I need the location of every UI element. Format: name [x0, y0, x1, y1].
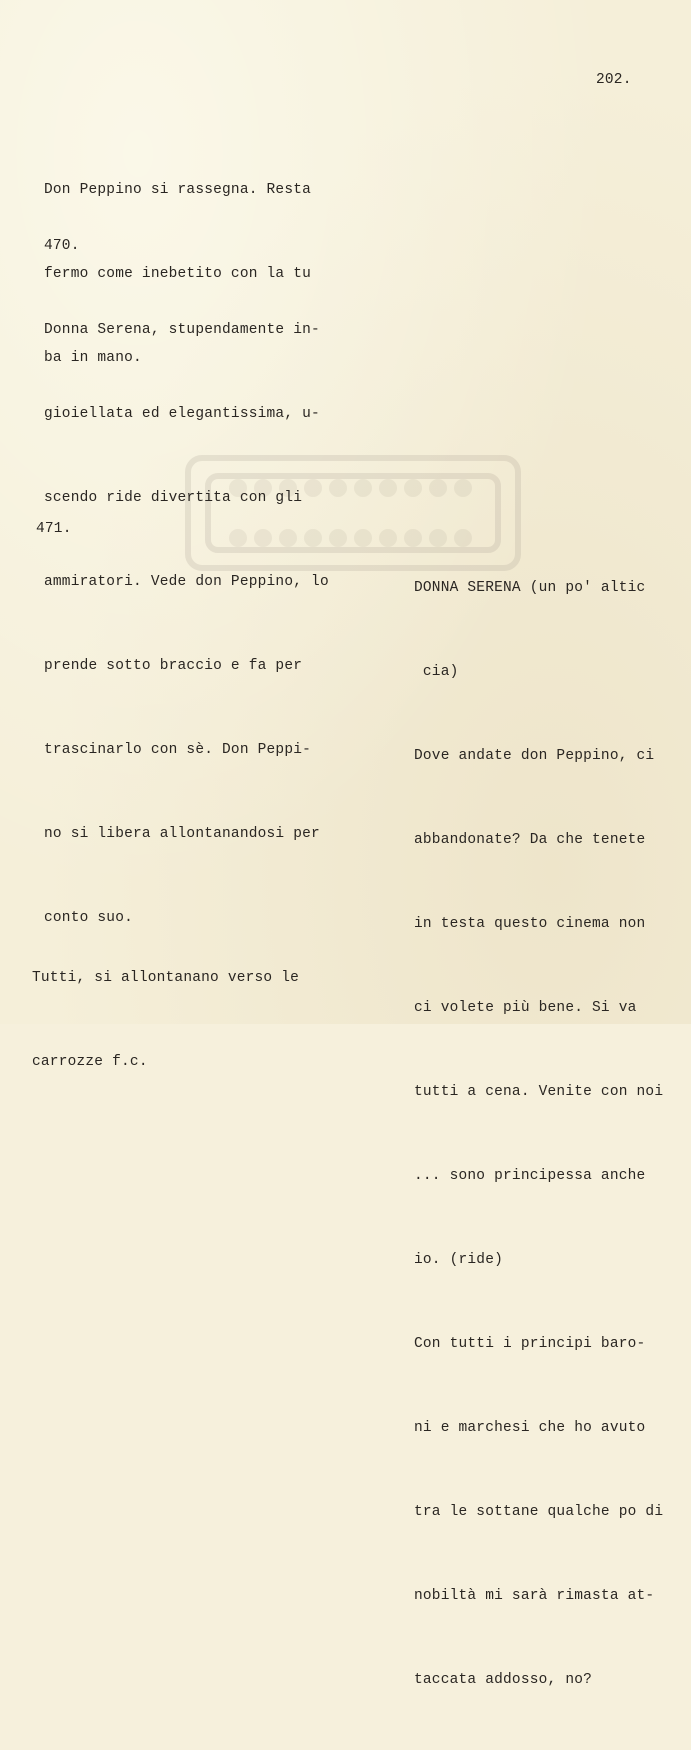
text-line: tra le sottane qualche po di: [414, 1504, 664, 1520]
text-line: abbandonate? Da che tenete: [414, 832, 646, 848]
text-line: nobiltà mi sarà rimasta at-: [414, 1588, 655, 1604]
text-line: Con tutti i principi baro-: [414, 1336, 646, 1352]
character-cue: DONNA SERENA (un po' altic: [414, 580, 646, 596]
shot-number-471: 471.: [36, 521, 72, 537]
text-line: trascinarlo con sè. Don Peppi-: [44, 742, 312, 758]
action-paragraph-2: [44, 260, 329, 988]
text-line: ni e marchesi che ho avuto: [414, 1420, 646, 1436]
text-line: ci volete più bene. Si va: [414, 1000, 637, 1016]
text-line: ammiratori. Vede don Peppino, lo: [44, 574, 329, 590]
text-line: conto suo.: [44, 910, 134, 926]
text-line: cia): [414, 664, 459, 680]
page-number: 202.: [596, 72, 632, 88]
text-line: no si libera allontanandosi per: [44, 826, 320, 842]
text-line: Donna Serena, stupendamente in-: [44, 322, 320, 338]
text-line: scendo ride divertita con gli: [44, 490, 303, 506]
text-line: Dove andate don Peppino, ci: [414, 748, 655, 764]
text-line: in testa questo cinema non: [414, 916, 646, 932]
text-line: gioiellata ed elegantissima, u-: [44, 406, 320, 422]
text-line: fermo come inebetito con la tu: [44, 266, 312, 282]
text-line: Tutti, si allontanano verso le: [32, 970, 300, 986]
text-line: taccata addosso, no?: [414, 1672, 593, 1688]
shot-number-470: 470.: [44, 238, 80, 254]
text-line: Don Peppino si rassegna. Resta: [44, 182, 312, 198]
text-line: carrozze f.c.: [32, 1054, 148, 1070]
text-line: io. (ride): [414, 1252, 504, 1268]
action-paragraph-3: [32, 908, 299, 1132]
text-line: tutti a cena. Venite con noi: [414, 1084, 664, 1100]
text-line: prende sotto braccio e fa per: [44, 658, 303, 674]
text-line: ba in mano.: [44, 350, 142, 366]
text-line: ... sono principessa anche: [414, 1168, 646, 1184]
dialogue-donna-serena: [414, 518, 663, 1750]
